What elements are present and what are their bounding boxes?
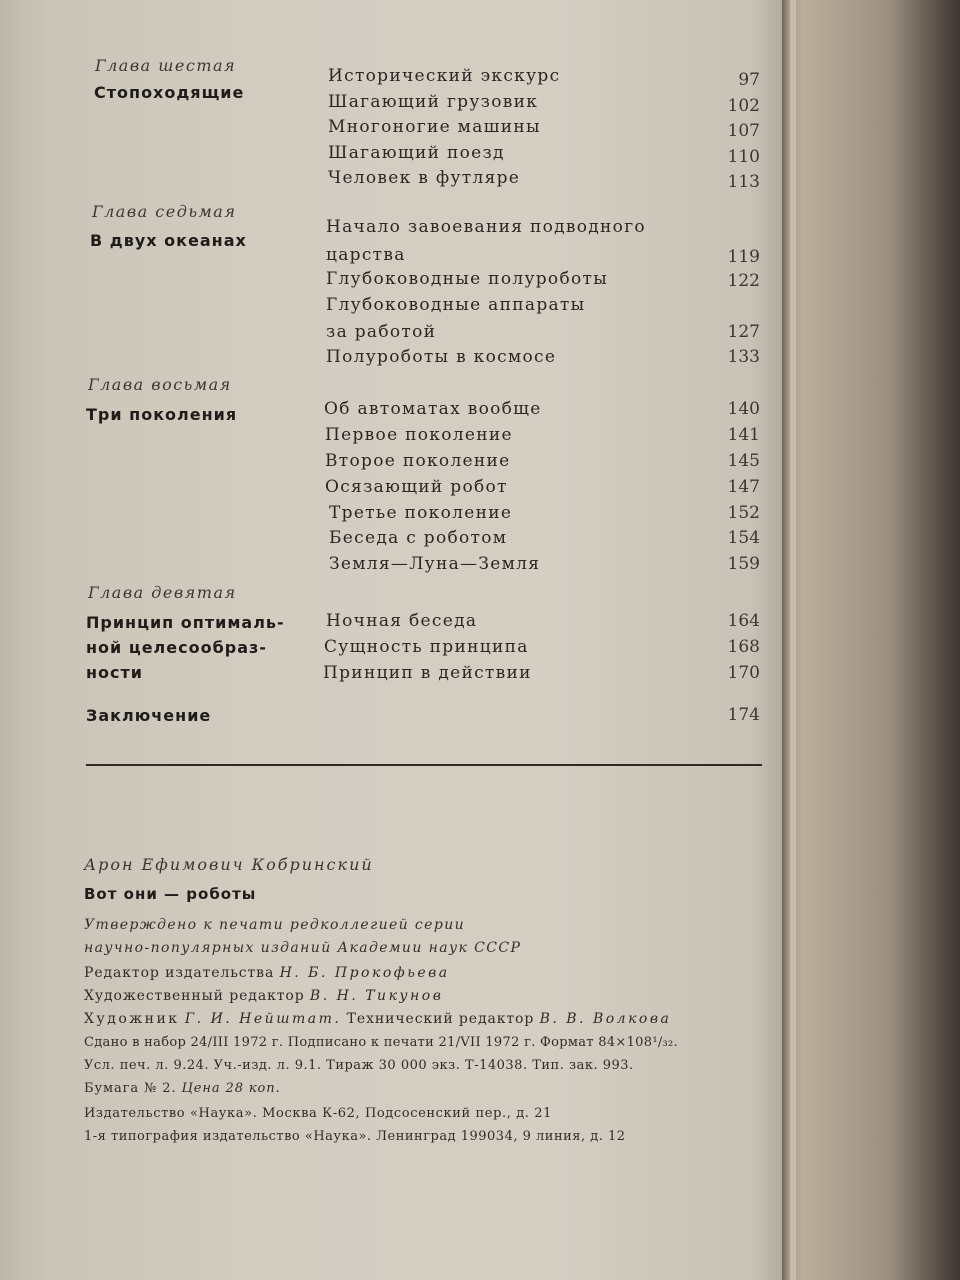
conclusion-page: 174: [727, 705, 760, 725]
chapter-9-title-line-3: ности: [86, 663, 144, 682]
toc-entry: [0, 168, 782, 194]
toc-entry-page: 110: [727, 147, 760, 167]
toc-entry-title: Исторический экскурс: [328, 66, 561, 86]
imprint-book-title: Вот они — роботы: [84, 885, 257, 903]
imprint-publisher: Издательство «Наука». Москва К-62, Подсосенский пер., д. 21: [84, 1106, 553, 1121]
toc-entry: [0, 295, 782, 321]
imprint-printer: 1-я типография издательство «Наука». Ленинград 199034, 9 линия, д. 12: [84, 1129, 626, 1144]
toc-entry-page: 140: [727, 399, 760, 419]
imprint-art-editor: [84, 988, 443, 1004]
toc-entry: [0, 143, 782, 169]
toc-entry-title: царства: [326, 245, 406, 265]
imprint-paper: Бумага № 2.: [84, 1081, 177, 1096]
imprint-art-editor-name: В. Н. Тикунов: [309, 988, 444, 1004]
chapter-8-title: Три поколения: [86, 405, 238, 424]
imprint-art-editor-role: Художественный редактор: [84, 988, 305, 1004]
imprint-artist-name: Г. И. Нейштат.: [184, 1011, 342, 1027]
toc-entry-page: 122: [727, 271, 760, 291]
imprint-paper-price: [84, 1081, 281, 1096]
imprint-editor: [84, 965, 450, 981]
imprint-author: Арон Ефимович Кобринский: [84, 855, 374, 874]
toc-entry: [0, 217, 782, 243]
toc-entry-title: Об автоматах вообще: [324, 399, 542, 419]
toc-entry: [0, 477, 782, 503]
toc-entry: [0, 117, 782, 143]
toc-entry-page: 152: [727, 503, 760, 523]
toc-entry: [0, 663, 782, 689]
imprint-approved-line-2: научно-популярных изданий Академии наук СССР: [84, 940, 522, 956]
toc-entry-title: Глубоководные полуроботы: [326, 269, 609, 289]
toc-entry-page: 147: [727, 477, 760, 497]
toc-entry-title: Второе поколение: [325, 451, 511, 471]
toc-entry-page: 113: [727, 172, 760, 192]
toc-entry-page: 141: [727, 425, 760, 445]
toc-entry-page: 133: [727, 347, 760, 367]
toc-entry-title: Беседа с роботом: [329, 528, 508, 548]
imprint-artist-role: Художник: [84, 1011, 180, 1027]
divider-rule: [86, 764, 762, 766]
toc-entry-title: Сущность принципа: [324, 637, 529, 657]
toc-entry-title: Земля—Луна—Земля: [329, 554, 541, 574]
imprint-tech-editor-name: В. В. Волкова: [539, 1011, 672, 1027]
toc-entry-page: 127: [727, 322, 760, 342]
toc-entry-title: Глубоководные аппараты: [326, 295, 586, 315]
conclusion-entry: [0, 705, 782, 731]
toc-entry-page: 168: [727, 637, 760, 657]
toc-entry: [0, 347, 782, 373]
toc-entry-title: Первое поколение: [325, 425, 513, 445]
toc-entry-title: Многоногие машины: [328, 117, 541, 137]
toc-entry-title: Третье поколение: [329, 503, 513, 523]
toc-entry-title: Человек в футляре: [328, 168, 521, 188]
toc-entry: [0, 528, 782, 554]
toc-entry: [0, 637, 782, 663]
toc-entry-title: Ночная беседа: [326, 611, 478, 631]
book-spine-highlight: [790, 0, 796, 1280]
toc-entry: [0, 451, 782, 477]
toc-entry-page: 107: [727, 121, 760, 141]
imprint-tech-editor-role: Технический редактор: [346, 1011, 535, 1027]
toc-entry-title: Полуроботы в космосе: [326, 347, 557, 367]
imprint-editor-name: Н. Б. Прокофьева: [279, 965, 450, 981]
toc-entry-page: 145: [727, 451, 760, 471]
toc-entry-title: Принцип в действии: [323, 663, 532, 683]
toc-entry-title: Осязающий робот: [325, 477, 508, 497]
chapter-7-title: В двух океанах: [90, 231, 247, 250]
imprint-editor-role: Редактор издательства: [84, 965, 275, 981]
toc-entry: [0, 245, 782, 271]
chapter-9-label: Глава девятая: [88, 583, 237, 602]
toc-entry-title: Шагающий грузовик: [328, 92, 539, 112]
toc-entry: [0, 322, 782, 348]
toc-entry-page: 164: [727, 611, 760, 631]
toc-entry-page: 170: [727, 663, 760, 683]
toc-entry-page: 119: [727, 247, 760, 267]
chapter-9-title-line-2: ной целесообраз-: [86, 638, 267, 657]
chapter-9-title-line-1: Принцип оптималь-: [86, 613, 285, 632]
book-page-edge: [782, 0, 960, 1280]
toc-entry: [0, 425, 782, 451]
toc-entry-title: Начало завоевания подводного: [326, 217, 646, 237]
toc-entry-page: 97: [738, 70, 760, 90]
chapter-8-label: Глава восьмая: [88, 375, 232, 394]
toc-entry-title: за работой: [326, 322, 437, 342]
toc-entry: [0, 611, 782, 637]
toc-entry: [0, 269, 782, 295]
toc-entry-page: 154: [727, 528, 760, 548]
chapter-7-label: Глава седьмая: [92, 202, 237, 221]
imprint-print-line-1: Сдано в набор 24/III 1972 г. Подписано к печати 21/VII 1972 г. Формат 84×108¹/₃₂.: [84, 1035, 678, 1050]
conclusion-title: Заключение: [86, 706, 212, 725]
toc-entry-page: 159: [727, 554, 760, 574]
toc-entry: [0, 554, 782, 580]
chapter-6-title: Стопоходящие: [94, 83, 245, 102]
toc-entry: [0, 503, 782, 529]
chapter-6-label: Глава шестая: [95, 56, 237, 75]
toc-entry-title: Шагающий поезд: [328, 143, 505, 163]
imprint-price: Цена 28 коп.: [181, 1081, 281, 1096]
imprint-print-line-2: Усл. печ. л. 9.24. Уч.-изд. л. 9.1. Тираж 30 000 экз. Т-14038. Тип. зак. 993.: [84, 1058, 634, 1073]
toc-entry: [0, 399, 782, 425]
toc-entry-page: 102: [727, 96, 760, 116]
toc-entry: [0, 66, 782, 92]
toc-entry: [0, 92, 782, 118]
imprint-approved-line-1: Утверждено к печати редколлегией серии: [84, 917, 466, 933]
imprint-artist: [84, 1011, 671, 1027]
